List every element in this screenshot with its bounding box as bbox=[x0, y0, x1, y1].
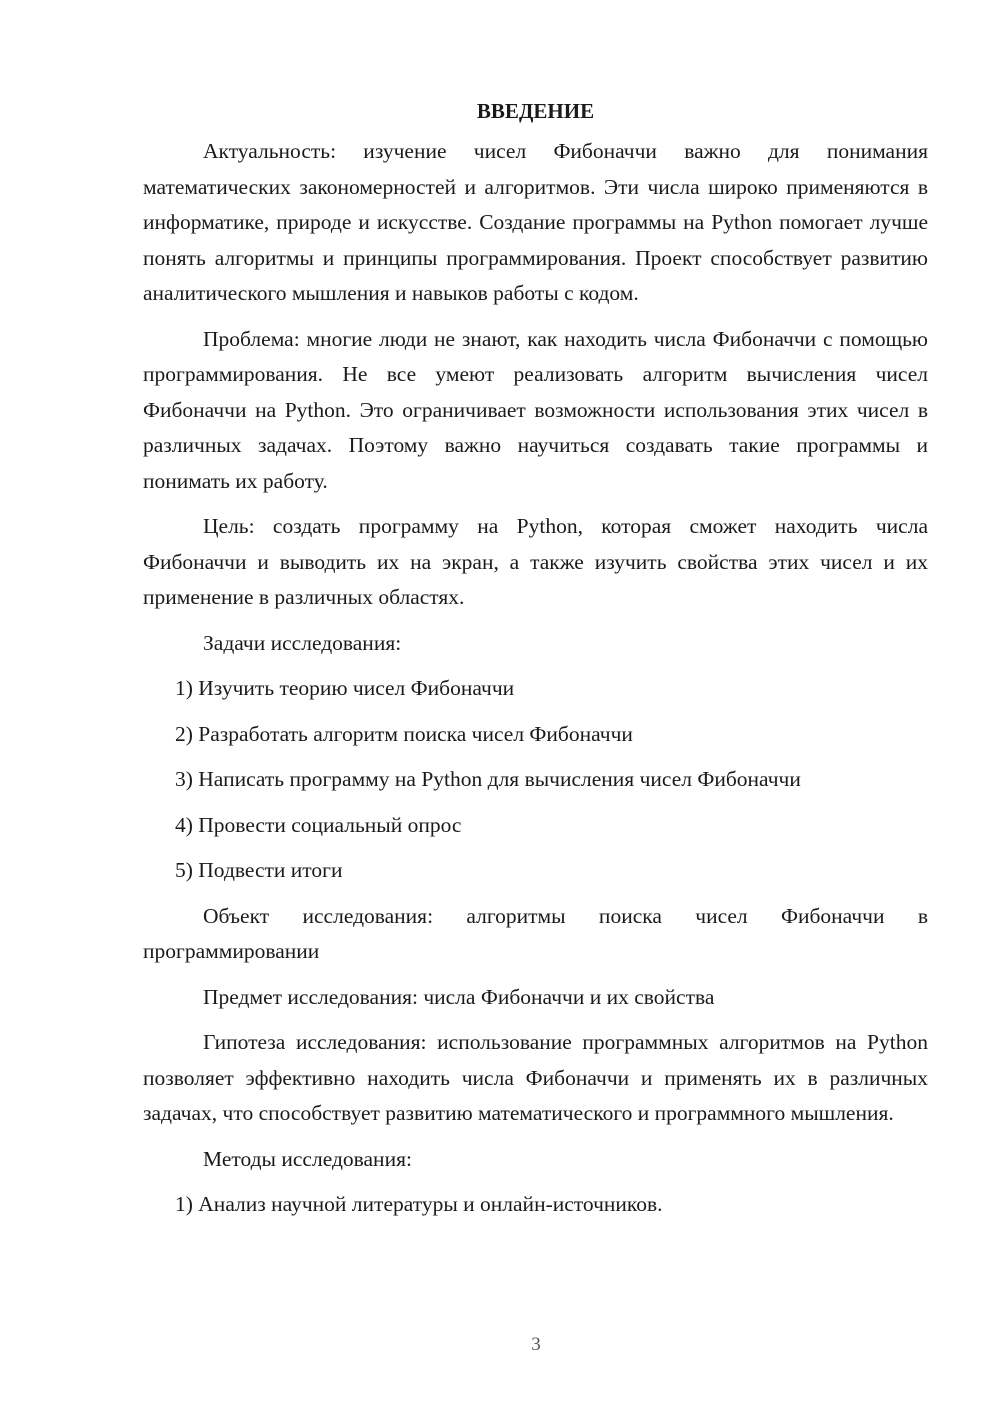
problem-paragraph: Проблема: многие люди не знают, как находить числа Фибоначчи с помощью программирования. Не все умеют реализовать алгоритм вычисления чисел Фибоначчи на Python. Это ограничивает возможности использования этих чисел в различных задачах. Поэтому важно научиться создавать такие программы и понимать их работу. bbox=[143, 326, 928, 493]
method-item: 1) Анализ научной литературы и онлайн-источников. bbox=[175, 1192, 663, 1216]
task-item: 5) Подвести итоги bbox=[175, 858, 343, 882]
methods-list bbox=[143, 1187, 928, 1223]
goal-paragraph: Цель: создать программу на Python, которая сможет находить числа Фибоначчи и выводить их на экран, а также изучить свойства этих чисел и их применение в различных областях. bbox=[143, 514, 928, 609]
task-item: 1) Изучить теорию чисел Фибоначчи bbox=[175, 676, 515, 700]
task-item: 2) Разработать алгоритм поиска чисел Фибоначчи bbox=[175, 721, 633, 746]
tasks-list bbox=[143, 671, 928, 889]
task-item: 4) Провести социальный опрос bbox=[175, 812, 462, 837]
tasks-heading: Задачи исследования: bbox=[203, 630, 402, 655]
hypothesis-paragraph: Гипотеза исследования: использование программных алгоритмов на Python позволяет эффективно находить числа Фибоначчи и применять их в различных задачах, что способствует развитию математического и программного мышления. bbox=[143, 1030, 928, 1125]
methods-heading: Методы исследования: bbox=[203, 1146, 412, 1171]
page-number: 3 bbox=[531, 1334, 541, 1355]
object-paragraph: Объект исследования: алгоритмы поиска чисел Фибоначчи в программировании bbox=[143, 903, 928, 963]
section-title: ВВЕДЕНИЕ bbox=[476, 99, 595, 123]
document-page bbox=[143, 96, 928, 1223]
relevance-paragraph: Актуальность: изучение чисел Фибоначчи важно для понимания математических закономерностей и алгоритмов. Эти числа широко применяются в информатике, природе и искусстве. Создание программы на Python помогает лучше понять алгоритмы и принципы программирования. Проект способствует развитию аналитического мышления и навыков работы с кодом. bbox=[143, 139, 928, 305]
task-item: 3) Написать программу на Python для вычисления чисел Фибоначчи bbox=[175, 767, 801, 791]
subject-paragraph: Предмет исследования: числа Фибоначчи и их свойства bbox=[203, 984, 715, 1009]
